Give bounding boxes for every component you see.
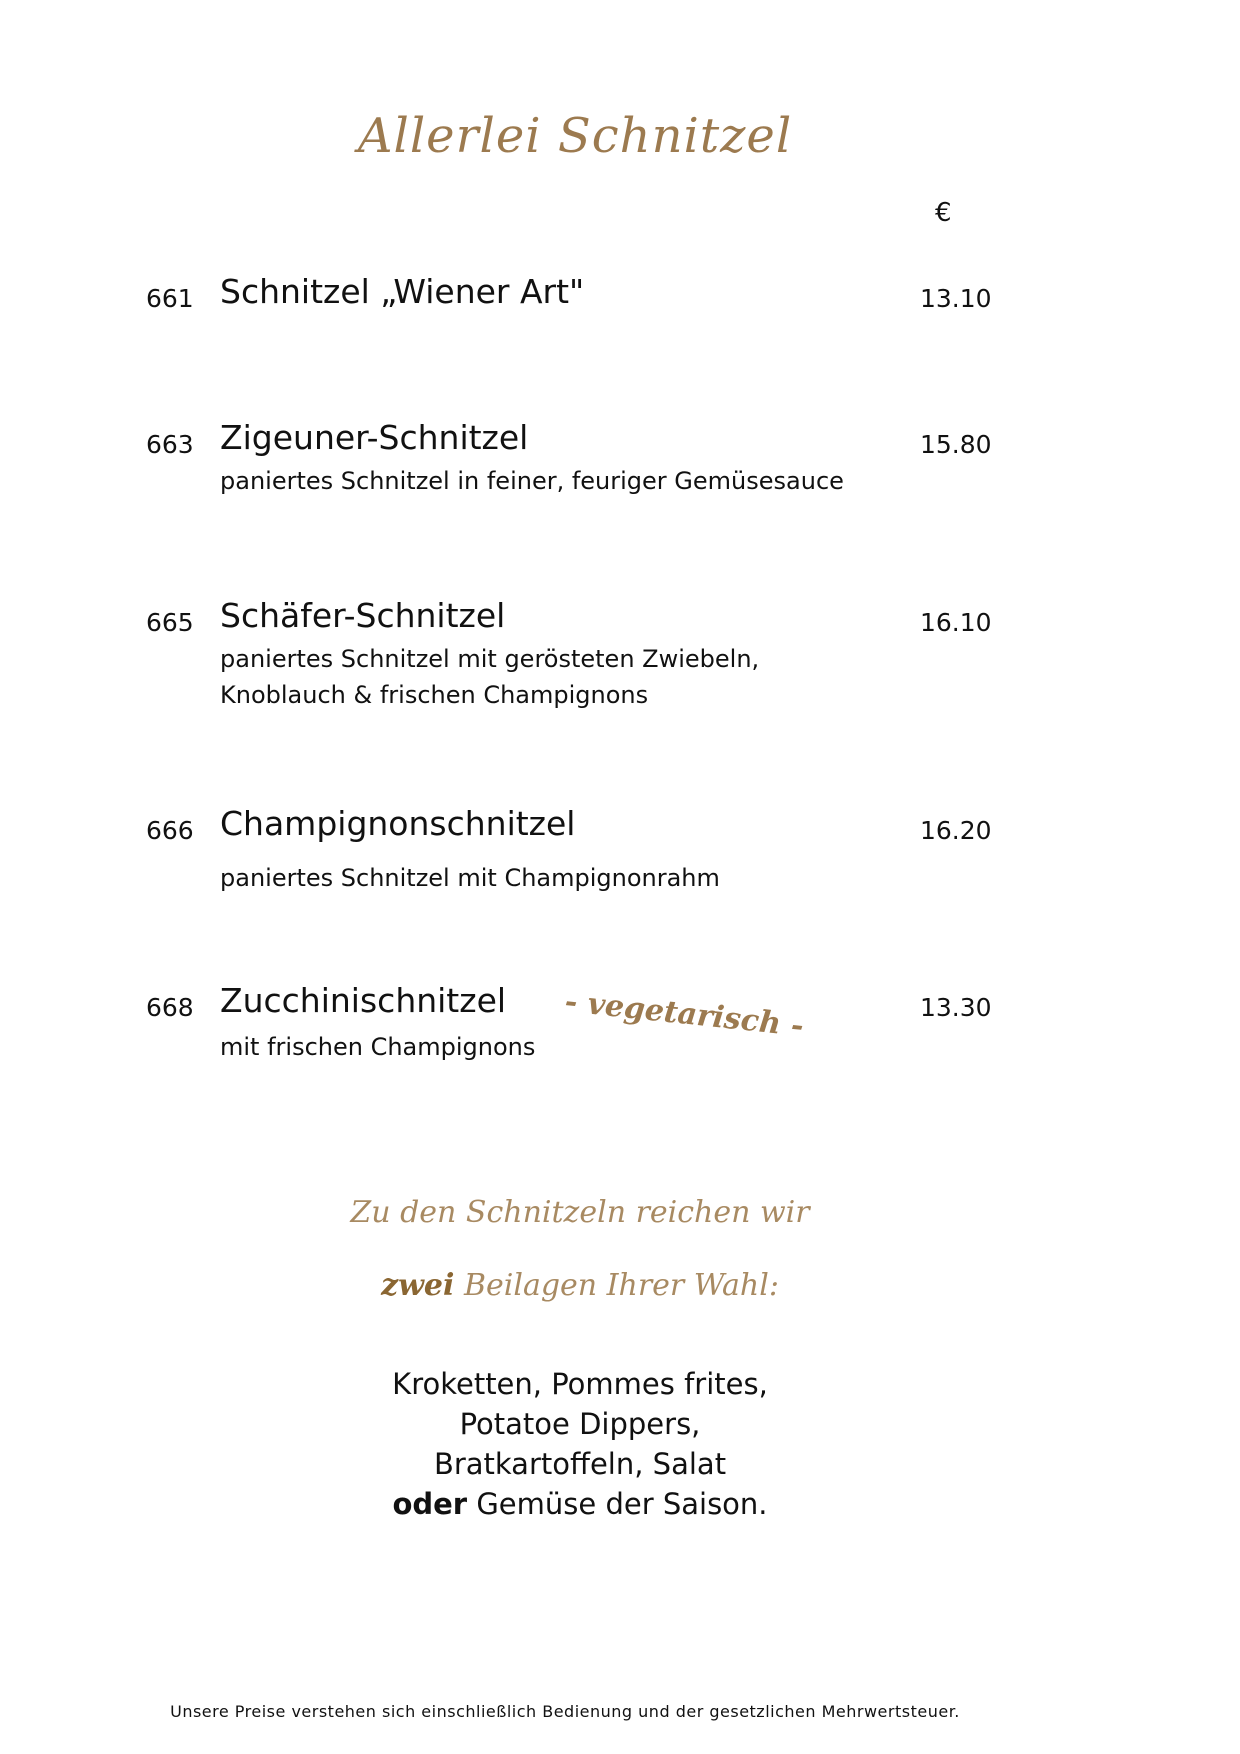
sides-line: Potatoe Dippers, xyxy=(459,1407,701,1441)
item-description: paniertes Schnitzel in feiner, feuriger Gemüsesauce xyxy=(220,467,844,495)
item-description: paniertes Schnitzel mit gerösteten Zwiebeln, xyxy=(220,645,760,673)
item-number: 661 xyxy=(146,284,194,313)
item-description: paniertes Schnitzel mit Champignonrahm xyxy=(220,864,720,892)
sides-or-bold: oder xyxy=(392,1487,468,1521)
sides-note-line-1: Zu den Schnitzeln reichen wir xyxy=(350,1195,810,1230)
item-price: 16.10 xyxy=(920,608,992,637)
item-number: 666 xyxy=(146,816,194,845)
sides-note-line-2 xyxy=(0,1268,1160,1303)
item-name: Champignonschnitzel xyxy=(220,804,576,843)
item-description: Knoblauch & frischen Champignons xyxy=(220,681,649,709)
sides-note-rest: Beilagen Ihrer Wahl: xyxy=(454,1268,779,1303)
sides-line: Kroketten, Pommes frites, xyxy=(392,1367,768,1401)
sides-line xyxy=(0,1484,1160,1524)
currency-symbol: € xyxy=(935,198,952,228)
item-price: 13.10 xyxy=(920,284,992,313)
item-name: Zigeuner-Schnitzel xyxy=(220,418,529,457)
sides-list xyxy=(0,1364,1160,1524)
item-name: Zucchinischnitzel xyxy=(220,981,507,1020)
item-price: 15.80 xyxy=(920,430,992,459)
item-number: 665 xyxy=(146,608,194,637)
sides-line-rest: Gemüse der Saison. xyxy=(467,1487,768,1521)
item-name: Schnitzel „Wiener Art" xyxy=(220,272,585,311)
item-number: 668 xyxy=(146,993,194,1022)
item-number: 663 xyxy=(146,430,194,459)
sides-note-emphasis: zwei xyxy=(381,1268,455,1303)
item-name: Schäfer-Schnitzel xyxy=(220,596,506,635)
footer-note: Unsere Preise verstehen sich einschließlich Bedienung und der gesetzlichen Mehrwertsteuer. xyxy=(170,1702,960,1721)
vegetarian-tag: - vegetarisch - xyxy=(563,984,806,1044)
item-description: mit frischen Champignons xyxy=(220,1033,536,1061)
sides-line: Bratkartoffeln, Salat xyxy=(433,1447,727,1481)
item-price: 16.20 xyxy=(920,816,992,845)
page-title: Allerlei Schnitzel xyxy=(357,108,793,164)
item-price: 13.30 xyxy=(920,993,992,1022)
